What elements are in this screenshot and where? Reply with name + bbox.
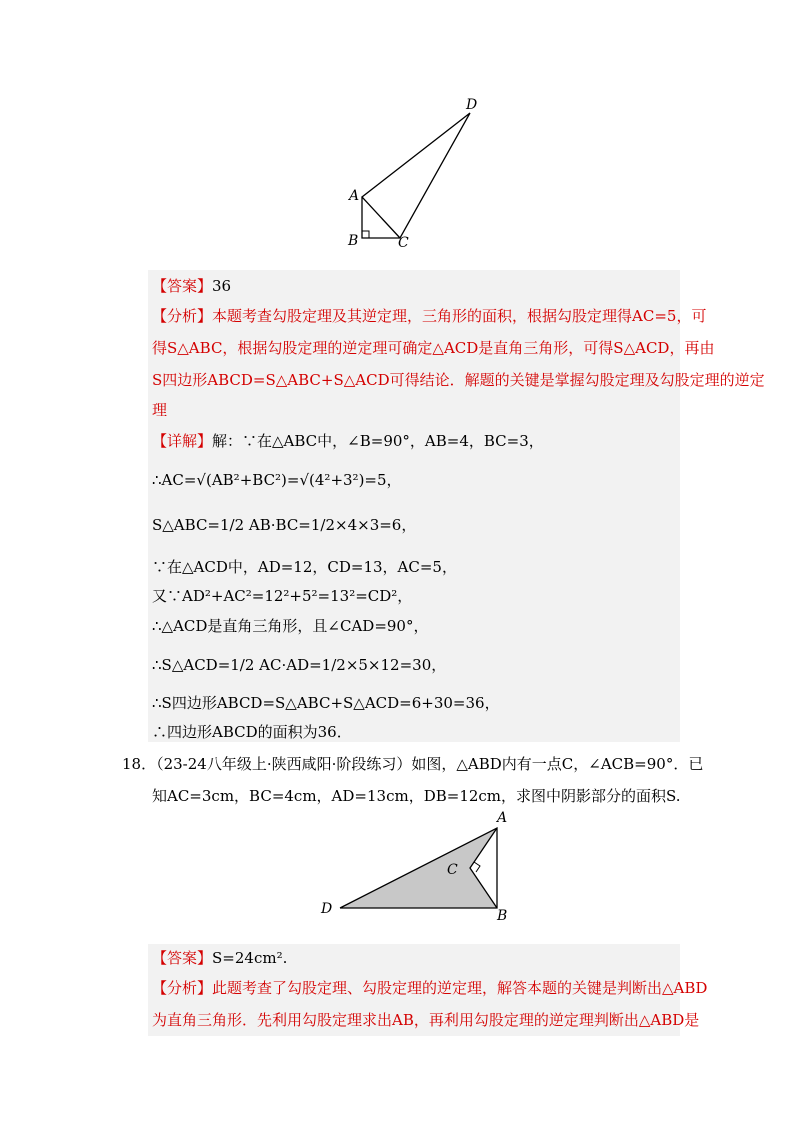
figure2-label-d: D — [321, 901, 333, 917]
question-number: 18． — [122, 755, 157, 773]
question-18-line1 — [122, 754, 703, 774]
detail-17-line2: ∴AC=√(AB²+BC²)=√(4²+3²)=5， — [152, 471, 402, 489]
analysis-17-line3: S四边形ABCD=S△ABC+S△ACD可得结论．解题的关键是掌握勾股定理及勾股定理的逆定 — [152, 371, 765, 389]
question-18-line2: 知AC=3cm，BC=4cm，AD=13cm，DB=12cm，求图中阴影部分的面积S. — [152, 787, 681, 805]
analysis-text: 此题考查了勾股定理、勾股定理的逆定理，解答本题的关键是判断出△ABD — [212, 979, 708, 997]
detail-tag: 【详解】 — [152, 432, 213, 450]
figure1-label-a: A — [349, 188, 360, 204]
figure1-label-d: D — [466, 97, 478, 113]
analysis-17-line2: 得S△ABC，根据勾股定理的逆定理可确定△ACD是直角三角形，可得S△ACD，再由 — [152, 339, 715, 357]
answer-tag: 【答案】 — [152, 949, 213, 967]
detail-17-line7: ∴S△ACD=1/2 AC·AD=1/2×5×12=30， — [152, 656, 447, 674]
detail-17-line9: ∴四边形ABCD的面积为36． — [152, 723, 352, 741]
figure2-right-angle-mark — [474, 862, 480, 872]
figure-quadrilateral-abcd — [330, 95, 500, 255]
analysis-17-line1 — [152, 306, 706, 326]
figure2-label-a: A — [497, 810, 508, 826]
analysis-text: 本题考查勾股定理及其逆定理，三角形的面积，根据勾股定理得AC=5，可 — [212, 307, 707, 325]
answer-17 — [152, 276, 231, 296]
detail-text: 解：∵在△ABC中，∠B=90°，AB=4，BC=3， — [212, 432, 544, 450]
question-text: （23-24八年级上·陕西咸阳·阶段练习）如图，△ABD内有一点C，∠ACB=90°．已 — [156, 755, 704, 773]
answer-value: 36 — [212, 277, 232, 295]
analysis-tag: 【分析】 — [152, 307, 213, 325]
detail-17-line5: 又∵AD²+AC²=12²+5²=13²=CD²， — [152, 587, 413, 605]
figure1-right-angle-mark — [362, 231, 369, 238]
detail-17-line3: S△ABC=1/2 AB·BC=1/2×4×3=6， — [152, 516, 417, 534]
analysis-tag: 【分析】 — [152, 979, 213, 997]
figure2-label-c: C — [447, 862, 458, 878]
analysis-17-line4: 理 — [152, 401, 168, 419]
figure1-label-c: C — [398, 235, 409, 251]
answer-value: S=24cm². — [212, 949, 288, 967]
figure1-label-b: B — [348, 233, 359, 249]
figure-triangle-abd — [315, 808, 525, 920]
answer-tag: 【答案】 — [152, 277, 213, 295]
figure1-outline — [362, 113, 470, 238]
analysis-18-line2: 为直角三角形．先利用勾股定理求出AB，再利用勾股定理的逆定理判断出△ABD是 — [152, 1011, 700, 1029]
answer-18 — [152, 948, 287, 968]
figure2-label-b: B — [497, 908, 508, 920]
detail-17-line6: ∴△ACD是直角三角形，且∠CAD=90°， — [152, 617, 429, 635]
detail-17-line8: ∴S四边形ABCD=S△ABC+S△ACD=6+30=36， — [152, 694, 500, 712]
detail-17-line4: ∵在△ACD中，AD=12，CD=13，AC=5， — [152, 558, 457, 576]
analysis-18-line1 — [152, 978, 707, 998]
detail-17-line1 — [152, 431, 544, 451]
